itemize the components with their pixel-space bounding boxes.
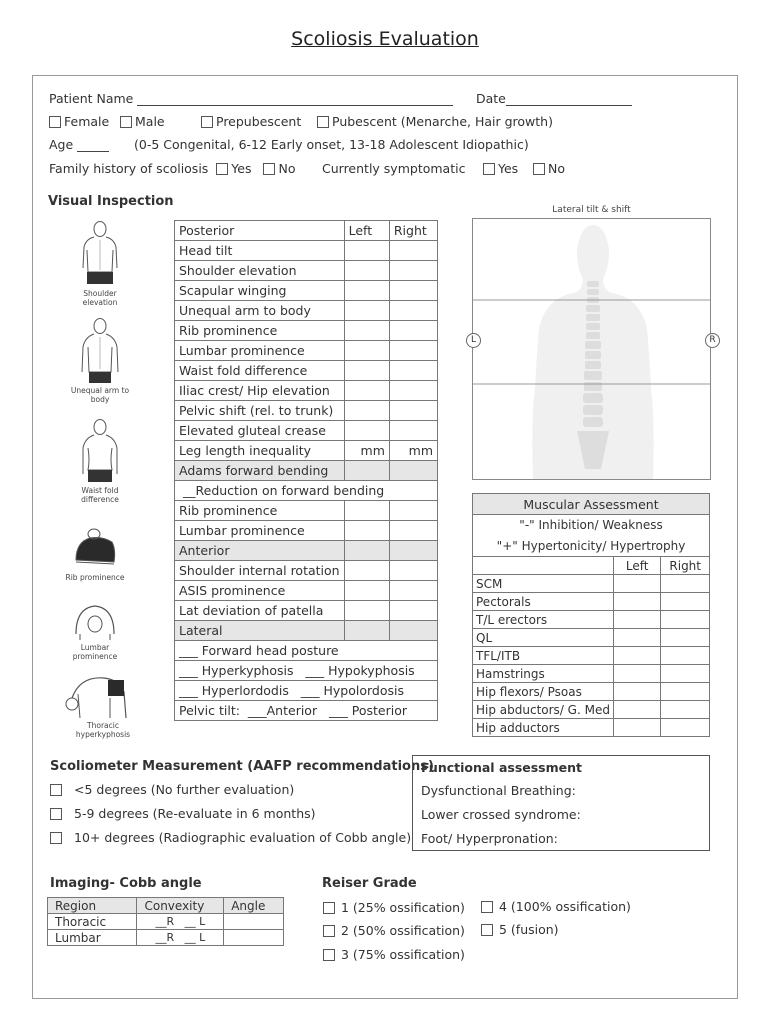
row-label: Lumbar prominence [175, 341, 345, 361]
region-thoracic: Thoracic [48, 914, 137, 930]
table-row [175, 261, 438, 281]
table-row [175, 421, 438, 441]
table-row [175, 401, 438, 421]
right-cell[interactable] [389, 521, 437, 541]
right-cell[interactable] [661, 683, 710, 701]
right-cell[interactable] [661, 647, 710, 665]
left-cell[interactable] [344, 601, 389, 621]
col-left-header: Left [344, 221, 389, 241]
left-cell[interactable] [344, 241, 389, 261]
table-row [175, 381, 438, 401]
right-cell[interactable] [389, 561, 437, 581]
row-label: Waist fold difference [175, 361, 345, 381]
reiser-label-3: 3 (75% ossification) [341, 947, 465, 962]
lumbar-convexity[interactable]: __R __ L [137, 930, 224, 946]
table-row [473, 575, 710, 593]
left-cell[interactable] [613, 611, 660, 629]
age-field[interactable] [77, 139, 109, 152]
row-label: Scapular winging [175, 281, 345, 301]
date-field[interactable] [506, 93, 632, 106]
right-cell[interactable] [661, 701, 710, 719]
table-row [175, 701, 438, 721]
left-cell[interactable] [344, 501, 389, 521]
right-mm-cell[interactable]: mm [389, 441, 437, 461]
family-history-label: Family history of scoliosis [49, 161, 209, 176]
form-title: Scoliosis Evaluation [291, 28, 479, 50]
scoliometer-checkbox-1[interactable] [50, 784, 62, 796]
lumbar-angle[interactable] [224, 930, 284, 946]
region-lumbar: Lumbar [48, 930, 137, 946]
region-header: Region [48, 898, 137, 914]
thoracic-convexity[interactable]: __R __ L [137, 914, 224, 930]
functional-assessment-box [412, 755, 710, 851]
table-row [473, 593, 710, 611]
right-cell[interactable] [661, 575, 710, 593]
table-row [175, 241, 438, 261]
muscular-left-header: Left [613, 557, 660, 575]
pubescent-checkbox[interactable] [317, 116, 329, 128]
scoliometer-label-2: 5-9 degrees (Re-evaluate in 6 months) [74, 806, 316, 821]
muscle-label: Hamstrings [473, 665, 614, 683]
left-cell[interactable] [344, 361, 389, 381]
table-row [175, 681, 438, 701]
right-cell[interactable] [389, 361, 437, 381]
table-row [175, 321, 438, 341]
row-label: Pelvic shift (rel. to trunk) [175, 401, 345, 421]
shaded-cell [389, 541, 437, 561]
left-cell[interactable] [344, 421, 389, 441]
scoliometer-label-1: <5 degrees (No further evaluation) [74, 782, 295, 797]
row-label: Iliac crest/ Hip elevation [175, 381, 345, 401]
table-row [473, 647, 710, 665]
shaded-cell [344, 621, 389, 641]
muscle-label: T/L erectors [473, 611, 614, 629]
table-row [473, 629, 710, 647]
symptomatic-yes-checkbox[interactable] [483, 163, 495, 175]
right-cell[interactable] [389, 421, 437, 441]
symptomatic-label: Currently symptomatic [322, 161, 466, 176]
right-cell[interactable] [389, 321, 437, 341]
muscular-title: Muscular Assessment [473, 494, 710, 515]
table-row [175, 601, 438, 621]
muscle-label: SCM [473, 575, 614, 593]
symptomatic-no-checkbox[interactable] [533, 163, 545, 175]
male-row [120, 114, 165, 129]
reiser-option-1 [323, 900, 465, 915]
family-yes-checkbox[interactable] [216, 163, 228, 175]
right-cell[interactable] [389, 401, 437, 421]
patient-name-row [49, 91, 453, 106]
muscle-label: Hip abductors/ G. Med [473, 701, 614, 719]
shoulder-elevation-figure [78, 220, 122, 288]
scoliometer-checkbox-2[interactable] [50, 808, 62, 820]
left-cell[interactable] [344, 401, 389, 421]
reiser-option-3 [323, 947, 465, 962]
row-label: Rib prominence [175, 501, 345, 521]
right-cell[interactable] [389, 581, 437, 601]
right-cell[interactable] [389, 501, 437, 521]
right-cell[interactable] [389, 341, 437, 361]
row-label: Head tilt [175, 241, 345, 261]
shaded-cell [389, 621, 437, 641]
left-cell[interactable] [613, 719, 660, 737]
pubescent-row [317, 114, 553, 129]
scoliometer-option-1 [50, 782, 294, 797]
left-cell[interactable] [613, 647, 660, 665]
scoliometer-heading: Scoliometer Measurement (AAFP recommendations) [50, 759, 434, 774]
thoracic-angle[interactable] [224, 914, 284, 930]
lateral-tilt-label: Lateral tilt & shift [552, 205, 631, 215]
muscle-label: TFL/ITB [473, 647, 614, 665]
table-row [175, 441, 438, 461]
left-cell[interactable] [344, 261, 389, 281]
table-row [48, 914, 284, 930]
section-adams: Adams forward bending [175, 461, 345, 481]
row-label: Leg length inequality [175, 441, 345, 461]
right-cell[interactable] [389, 241, 437, 261]
row-label: Shoulder elevation [175, 261, 345, 281]
prepubescent-label: Prepubescent [216, 114, 302, 129]
family-no-checkbox[interactable] [263, 163, 275, 175]
figure-caption-lumbar: Lumbar prominence [72, 643, 118, 661]
right-cell[interactable] [661, 629, 710, 647]
table-row [175, 341, 438, 361]
female-label: Female [64, 114, 110, 129]
male-checkbox[interactable] [120, 116, 132, 128]
visual-inspection-table [174, 220, 438, 721]
left-cell[interactable] [613, 629, 660, 647]
left-cell[interactable] [613, 683, 660, 701]
table-row [175, 481, 438, 501]
table-row [175, 221, 438, 241]
table-row [473, 701, 710, 719]
table-row [175, 361, 438, 381]
shaded-cell [344, 461, 389, 481]
reduction-row[interactable]: __Reduction on forward bending [175, 481, 438, 501]
reiser-checkbox-3[interactable] [323, 949, 335, 961]
table-row [175, 461, 438, 481]
right-cell[interactable] [661, 719, 710, 737]
symptomatic-yes-label: Yes [498, 161, 519, 176]
reiser-option-5 [481, 922, 559, 937]
thoracic-hyperkyphosis-figure [60, 668, 130, 722]
left-cell[interactable] [344, 561, 389, 581]
cobb-angle-table [47, 897, 284, 946]
muscular-hypertonicity-note: "+" Hypertonicity/ Hypertrophy [473, 536, 710, 557]
table-row [48, 930, 284, 946]
figure-caption-arm: Unequal arm to body [70, 386, 130, 404]
left-cell[interactable] [613, 575, 660, 593]
scoliometer-option-2 [50, 806, 316, 821]
date-row [476, 91, 632, 106]
table-row [473, 683, 710, 701]
table-row [175, 521, 438, 541]
left-mm-cell[interactable]: mm [344, 441, 389, 461]
left-cell[interactable] [613, 701, 660, 719]
male-label: Male [135, 114, 165, 129]
prepubescent-checkbox[interactable] [201, 116, 213, 128]
muscle-label: QL [473, 629, 614, 647]
right-cell[interactable] [661, 665, 710, 683]
row-label: ASIS prominence [175, 581, 345, 601]
table-row [175, 541, 438, 561]
lower-crossed-field[interactable]: Lower crossed syndrome: [421, 807, 581, 822]
shaded-cell [389, 461, 437, 481]
table-row [473, 719, 710, 737]
right-cell[interactable] [389, 281, 437, 301]
row-label: Unequal arm to body [175, 301, 345, 321]
pelvic-tilt-row[interactable]: Pelvic tilt: ___Anterior ___ Posterior [175, 701, 438, 721]
foot-hyperpronation-field[interactable]: Foot/ Hyperpronation: [421, 831, 558, 846]
left-cell[interactable] [344, 581, 389, 601]
right-marker: R [705, 333, 720, 348]
family-history-row [49, 161, 295, 176]
waist-fold-figure [78, 418, 122, 484]
table-row [175, 581, 438, 601]
right-cell[interactable] [389, 601, 437, 621]
convexity-header: Convexity [137, 898, 224, 914]
figure-caption-thoracic: Thoracic hyperkyphosis [75, 721, 131, 739]
functional-heading: Functional assessment [421, 760, 582, 775]
muscular-right-header: Right [661, 557, 710, 575]
muscular-inhibition-note: "-" Inhibition/ Weakness [473, 515, 710, 536]
scoliometer-option-3 [50, 830, 411, 845]
row-label: Rib prominence [175, 321, 345, 341]
table-row [473, 611, 710, 629]
table-row [473, 557, 710, 575]
scoliometer-label-3: 10+ degrees (Radiographic evaluation of Cobb angle) [74, 830, 412, 845]
symptomatic-no-label: No [548, 161, 565, 176]
family-yes-label: Yes [231, 161, 252, 176]
figure-caption-waist: Waist fold difference [81, 486, 119, 504]
prepubescent-row [201, 114, 301, 129]
left-cell[interactable] [344, 341, 389, 361]
left-cell[interactable] [344, 301, 389, 321]
reiser-option-2 [323, 923, 465, 938]
reiser-checkbox-4[interactable] [481, 901, 493, 913]
col-right-header: Right [389, 221, 437, 241]
left-cell[interactable] [344, 281, 389, 301]
table-row [473, 665, 710, 683]
symptomatic-no-row [533, 161, 565, 176]
lordosis-row[interactable]: ___ Hyperlordodis ___ Hypolordosis [175, 681, 438, 701]
table-row [175, 501, 438, 521]
kyphosis-row[interactable]: ___ Hyperkyphosis ___ Hypokyphosis [175, 661, 438, 681]
section-lateral: Lateral [175, 621, 345, 641]
age-row [49, 137, 109, 152]
unequal-arm-figure [78, 317, 122, 385]
lateral-tilt-box[interactable] [472, 218, 711, 480]
left-cell[interactable] [613, 665, 660, 683]
right-cell[interactable] [389, 381, 437, 401]
imaging-heading: Imaging- Cobb angle [50, 876, 202, 891]
muscle-label: Hip flexors/ Psoas [473, 683, 614, 701]
table-row [175, 641, 438, 661]
age-note: (0-5 Congenital, 6-12 Early onset, 13-18 Adolescent Idiopathic) [134, 137, 529, 152]
reiser-label-2: 2 (50% ossification) [341, 923, 465, 938]
table-row [175, 561, 438, 581]
table-row [175, 661, 438, 681]
reiser-label-5: 5 (fusion) [499, 922, 559, 937]
forward-head-row[interactable]: ___ Forward head posture [175, 641, 438, 661]
left-cell[interactable] [613, 593, 660, 611]
dysfunctional-breathing-field[interactable]: Dysfunctional Breathing: [421, 783, 576, 798]
female-checkbox[interactable] [49, 116, 61, 128]
rib-prominence-figure [72, 520, 118, 572]
spine-diagram [473, 219, 711, 480]
row-label: Shoulder internal rotation [175, 561, 345, 581]
reiser-checkbox-1[interactable] [323, 902, 335, 914]
lumbar-prominence-figure [70, 594, 120, 644]
reiser-label-4: 4 (100% ossification) [499, 899, 631, 914]
patient-name-field[interactable] [137, 93, 453, 106]
table-row [175, 621, 438, 641]
muscle-label: Hip adductors [473, 719, 614, 737]
reiser-heading: Reiser Grade [322, 876, 417, 891]
right-cell[interactable] [389, 261, 437, 281]
right-cell[interactable] [661, 611, 710, 629]
symptomatic-yes-row [483, 161, 518, 176]
table-row [175, 281, 438, 301]
visual-inspection-heading: Visual Inspection [48, 194, 174, 209]
row-label: Elevated gluteal crease [175, 421, 345, 441]
row-label: Lat deviation of patella [175, 601, 345, 621]
muscular-assessment-table [472, 493, 710, 737]
blank-header [473, 557, 614, 575]
pubescent-label: Pubescent (Menarche, Hair growth) [332, 114, 553, 129]
section-anterior: Anterior [175, 541, 345, 561]
shaded-cell [344, 541, 389, 561]
figure-caption-shoulder: Shoulder elevation [82, 289, 118, 307]
figure-caption-rib: Rib prominence [65, 573, 125, 582]
section-posterior: Posterior [175, 221, 345, 241]
left-marker: L [466, 333, 481, 348]
reiser-option-4 [481, 899, 631, 914]
family-no-label: No [278, 161, 296, 176]
table-row [175, 301, 438, 321]
muscle-label: Pectorals [473, 593, 614, 611]
angle-header: Angle [224, 898, 284, 914]
date-label: Date [476, 91, 506, 106]
row-label: Lumbar prominence [175, 521, 345, 541]
scoliometer-checkbox-3[interactable] [50, 832, 62, 844]
reiser-checkbox-5[interactable] [481, 924, 493, 936]
right-cell[interactable] [661, 593, 710, 611]
age-label: Age [49, 137, 74, 152]
left-cell[interactable] [344, 321, 389, 341]
left-cell[interactable] [344, 521, 389, 541]
reiser-label-1: 1 (25% ossification) [341, 900, 465, 915]
sex-row [49, 114, 109, 129]
patient-name-label: Patient Name [49, 91, 134, 106]
table-row [48, 898, 284, 914]
reiser-checkbox-2[interactable] [323, 925, 335, 937]
left-cell[interactable] [344, 381, 389, 401]
right-cell[interactable] [389, 301, 437, 321]
